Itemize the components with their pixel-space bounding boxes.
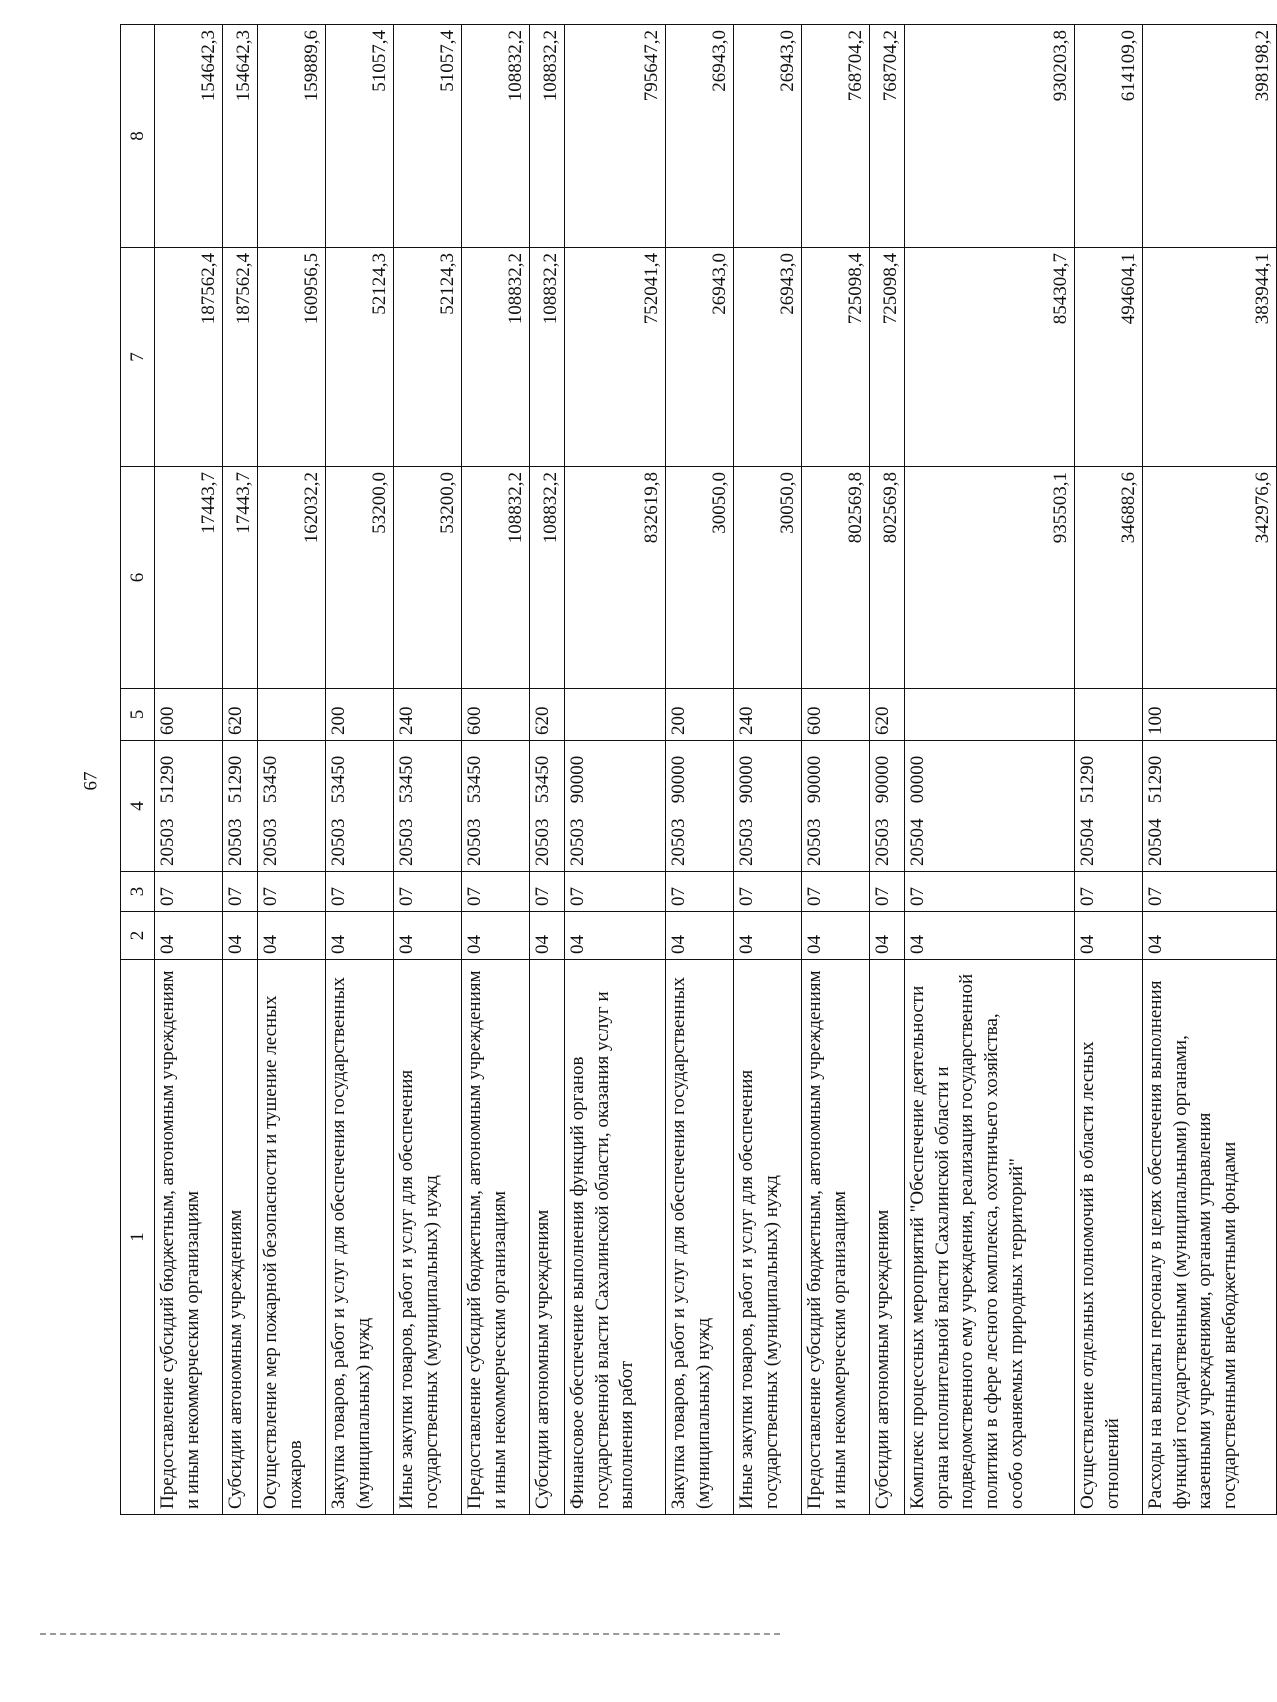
expense-name: Закупка товаров, работ и услуг для обеспечения государственных (муниципальных) нужд: [666, 960, 734, 1515]
expense-name: Осуществление отдельных полномочий в области лесных отношений: [1075, 960, 1143, 1515]
table-row: [565, 25, 666, 1515]
amount-year-3: 768704,2: [870, 25, 905, 248]
amount-year-3: 26943,0: [666, 25, 734, 248]
program-code: 20503: [396, 818, 417, 866]
section-code: 04: [462, 912, 530, 960]
column-header: 3: [121, 872, 155, 912]
target-article-code: [802, 741, 870, 872]
target-article-code: [326, 741, 394, 872]
table-row: [870, 25, 905, 1515]
expense-type-code: 620: [870, 689, 905, 741]
amount-year-3: 154642,3: [223, 25, 258, 248]
amount-year-1: 30050,0: [734, 467, 802, 689]
program-code: 20503: [736, 818, 757, 866]
program-code: 20503: [328, 818, 349, 866]
subsection-code: 07: [394, 872, 462, 912]
amount-year-1: 17443,7: [155, 467, 223, 689]
expense-type-code: 600: [155, 689, 223, 741]
section-code: 04: [258, 912, 326, 960]
expense-name: Субсидии автономным учреждениям: [870, 960, 905, 1515]
direction-code: 53450: [260, 755, 281, 804]
amount-year-2: 854304,7: [905, 248, 1075, 467]
amount-year-2: 383944,1: [1143, 248, 1277, 467]
amount-year-1: 30050,0: [666, 467, 734, 689]
amount-year-2: 26943,0: [734, 248, 802, 467]
budget-table: [120, 24, 1277, 1515]
amount-year-3: 614109,0: [1075, 25, 1143, 248]
amount-year-1: 346882,6: [1075, 467, 1143, 689]
subsection-code: 07: [326, 872, 394, 912]
table-row: [802, 25, 870, 1515]
amount-year-1: 17443,7: [223, 467, 258, 689]
expense-type-code: 620: [223, 689, 258, 741]
subsection-code: 07: [223, 872, 258, 912]
expense-type-code: 200: [326, 689, 394, 741]
table-body: [155, 25, 1277, 1515]
amount-year-3: 795647,2: [565, 25, 666, 248]
expense-type-code: [905, 689, 1075, 741]
expense-name: Предоставление субсидий бюджетным, автономным учреждениям и иным некоммерческим организациям: [462, 960, 530, 1515]
target-article-code: [223, 741, 258, 872]
amount-year-2: 187562,4: [155, 248, 223, 467]
section-code: 04: [666, 912, 734, 960]
table-row: [1143, 25, 1277, 1515]
expense-name: Финансовое обеспечение выполнения функций органов государственной власти Сахалинской области, оказания услуг и выполнения работ: [565, 960, 666, 1515]
section-code: 04: [155, 912, 223, 960]
expense-name: Предоставление субсидий бюджетным, автономным учреждениям и иным некоммерческим организациям: [802, 960, 870, 1515]
amount-year-1: 108832,2: [530, 467, 565, 689]
subsection-code: 07: [155, 872, 223, 912]
amount-year-2: 494604,1: [1075, 248, 1143, 467]
amount-year-2: 108832,2: [462, 248, 530, 467]
direction-code: 90000: [804, 755, 825, 804]
expense-name: Закупка товаров, работ и услуг для обеспечения государственных (муниципальных) нужд: [326, 960, 394, 1515]
direction-code: 90000: [736, 755, 757, 804]
program-code: 20503: [872, 818, 893, 866]
amount-year-2: 160956,5: [258, 248, 326, 467]
direction-code: 51290: [1145, 755, 1166, 804]
table-row: [326, 25, 394, 1515]
program-code: 20503: [225, 818, 246, 866]
target-article-code: [734, 741, 802, 872]
amount-year-1: 108832,2: [462, 467, 530, 689]
expense-type-code: 240: [394, 689, 462, 741]
direction-code: 90000: [668, 755, 689, 804]
table-row: [734, 25, 802, 1515]
subsection-code: 07: [1143, 872, 1277, 912]
expense-type-code: [1075, 689, 1143, 741]
amount-year-3: 108832,2: [530, 25, 565, 248]
rotated-page: [120, 25, 1274, 1515]
section-code: 04: [905, 912, 1075, 960]
column-header: 1: [121, 960, 155, 1515]
column-header: 6: [121, 467, 155, 689]
subsection-code: 07: [734, 872, 802, 912]
expense-name: Субсидии автономным учреждениям: [530, 960, 565, 1515]
expense-name: Расходы на выплаты персоналу в целях обеспечения выполнения функций государственными (муниципальными) органами, казенными учреждениями, органами управления государственными внебюджетными фондами: [1143, 960, 1277, 1515]
amount-year-1: 802569,8: [870, 467, 905, 689]
amount-year-3: 154642,3: [155, 25, 223, 248]
amount-year-2: 187562,4: [223, 248, 258, 467]
direction-code: 90000: [872, 755, 893, 804]
amount-year-1: 832619,8: [565, 467, 666, 689]
expense-type-code: 100: [1143, 689, 1277, 741]
program-code: 20503: [157, 818, 178, 866]
amount-year-2: 725098,4: [802, 248, 870, 467]
amount-year-1: 935503,1: [905, 467, 1075, 689]
amount-year-2: 752041,4: [565, 248, 666, 467]
expense-type-code: 200: [666, 689, 734, 741]
section-code: 04: [223, 912, 258, 960]
target-article-code: [155, 741, 223, 872]
amount-year-1: 53200,0: [326, 467, 394, 689]
amount-year-3: 51057,4: [326, 25, 394, 248]
column-header: 8: [121, 25, 155, 248]
amount-year-1: 802569,8: [802, 467, 870, 689]
subsection-code: 07: [258, 872, 326, 912]
direction-code: 53450: [396, 755, 417, 804]
amount-year-3: 51057,4: [394, 25, 462, 248]
expense-type-code: [565, 689, 666, 741]
amount-year-3: 768704,2: [802, 25, 870, 248]
table-row: [394, 25, 462, 1515]
amount-year-1: 162032,2: [258, 467, 326, 689]
subsection-code: 07: [462, 872, 530, 912]
table-row: [462, 25, 530, 1515]
direction-code: 90000: [567, 755, 588, 804]
program-code: 20504: [1077, 818, 1098, 866]
page-number: 67: [80, 771, 102, 791]
expense-name: Субсидии автономным учреждениям: [223, 960, 258, 1515]
table-row: [905, 25, 1075, 1515]
section-code: 04: [1143, 912, 1277, 960]
expense-name: Предоставление субсидий бюджетным, автономным учреждениям и иным некоммерческим организациям: [155, 960, 223, 1515]
section-code: 04: [870, 912, 905, 960]
expense-type-code: 620: [530, 689, 565, 741]
amount-year-2: 725098,4: [870, 248, 905, 467]
section-code: 04: [1075, 912, 1143, 960]
expense-name: Осуществление мер пожарной безопасности и тушение лесных пожаров: [258, 960, 326, 1515]
target-article-code: [1075, 741, 1143, 872]
target-article-code: [666, 741, 734, 872]
direction-code: 00000: [907, 755, 928, 804]
table-row: [666, 25, 734, 1515]
amount-year-3: 398198,2: [1143, 25, 1277, 248]
direction-code: 53450: [328, 755, 349, 804]
target-article-code: [905, 741, 1075, 872]
direction-code: 53450: [532, 755, 553, 804]
target-article-code: [870, 741, 905, 872]
program-code: 20503: [668, 818, 689, 866]
scan-artifact-line: [40, 1633, 780, 1635]
direction-code: 53450: [464, 755, 485, 804]
target-article-code: [565, 741, 666, 872]
column-header: 7: [121, 248, 155, 467]
table-row: [155, 25, 223, 1515]
target-article-code: [394, 741, 462, 872]
table-row: [530, 25, 565, 1515]
amount-year-3: 930203,8: [905, 25, 1075, 248]
direction-code: 51290: [1077, 755, 1098, 804]
column-header: 4: [121, 741, 155, 872]
table-row: [223, 25, 258, 1515]
direction-code: 51290: [157, 755, 178, 804]
expense-name: Иные закупки товаров, работ и услуг для обеспечения государственных (муниципальных) нужд: [394, 960, 462, 1515]
amount-year-1: 53200,0: [394, 467, 462, 689]
section-code: 04: [530, 912, 565, 960]
table-row: [258, 25, 326, 1515]
target-article-code: [462, 741, 530, 872]
subsection-code: 07: [1075, 872, 1143, 912]
section-code: 04: [734, 912, 802, 960]
amount-year-2: 108832,2: [530, 248, 565, 467]
subsection-code: 07: [802, 872, 870, 912]
program-code: 20504: [907, 818, 928, 866]
program-code: 20503: [567, 818, 588, 866]
direction-code: 51290: [225, 755, 246, 804]
subsection-code: 07: [565, 872, 666, 912]
section-code: 04: [565, 912, 666, 960]
program-code: 20503: [532, 818, 553, 866]
program-code: 20504: [1145, 818, 1166, 866]
header-row: [121, 25, 155, 1515]
amount-year-2: 52124,3: [326, 248, 394, 467]
program-code: 20503: [464, 818, 485, 866]
program-code: 20503: [260, 818, 281, 866]
subsection-code: 07: [666, 872, 734, 912]
expense-name: Иные закупки товаров, работ и услуг для обеспечения государственных (муниципальных) нужд: [734, 960, 802, 1515]
amount-year-3: 26943,0: [734, 25, 802, 248]
expense-type-code: 240: [734, 689, 802, 741]
expense-name: Комплекс процессных мероприятий "Обеспечение деятельности органа исполнительной власти Сахалинской области и подведомственного ему учреждения, реализация государственной политики в сфере лесного комплекса, охотничьего хозяйства, особо охраняемых природных территорий": [905, 960, 1075, 1515]
amount-year-3: 108832,2: [462, 25, 530, 248]
subsection-code: 07: [870, 872, 905, 912]
target-article-code: [258, 741, 326, 872]
subsection-code: 07: [530, 872, 565, 912]
table-row: [1075, 25, 1143, 1515]
section-code: 04: [394, 912, 462, 960]
subsection-code: 07: [905, 872, 1075, 912]
target-article-code: [1143, 741, 1277, 872]
expense-type-code: 600: [802, 689, 870, 741]
column-header: 2: [121, 912, 155, 960]
section-code: 04: [802, 912, 870, 960]
expense-type-code: 600: [462, 689, 530, 741]
amount-year-1: 342976,6: [1143, 467, 1277, 689]
target-article-code: [530, 741, 565, 872]
amount-year-2: 26943,0: [666, 248, 734, 467]
program-code: 20503: [804, 818, 825, 866]
amount-year-3: 159889,6: [258, 25, 326, 248]
expense-type-code: [258, 689, 326, 741]
amount-year-2: 52124,3: [394, 248, 462, 467]
section-code: 04: [326, 912, 394, 960]
column-header: 5: [121, 689, 155, 741]
